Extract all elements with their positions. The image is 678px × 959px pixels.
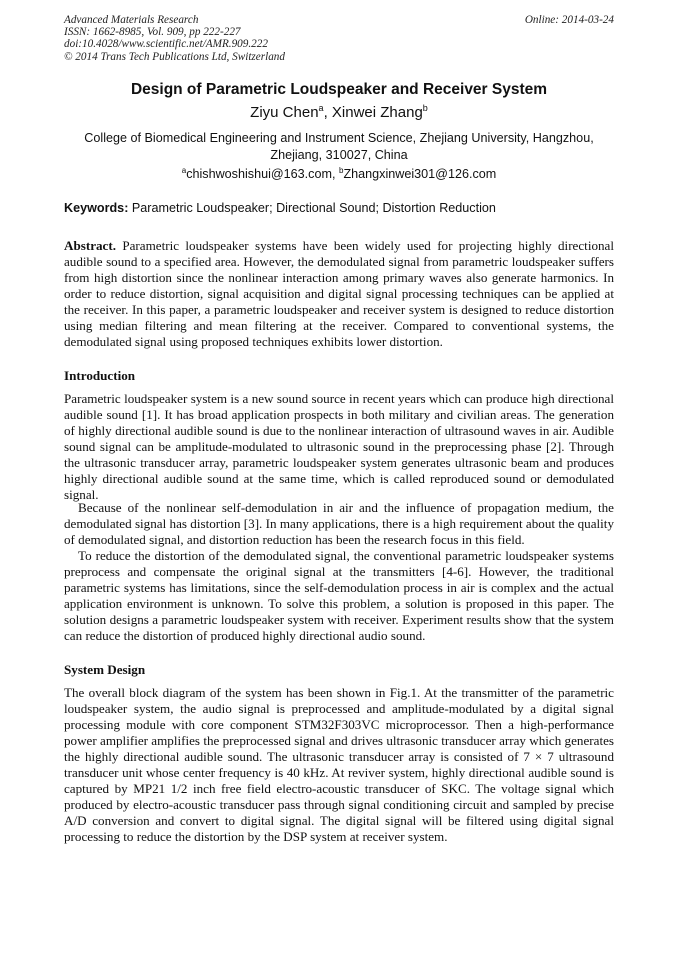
intro-paragraph-2: Because of the nonlinear self-demodulation in air and the influence of propagation medium, the demodulated signal has distortion [3]. In many applications, there is a high requirement about the quality of demodulated signal, and distortion reduction has been the research focus in this field. (64, 500, 614, 547)
paper-title: Design of Parametric Loudspeaker and Receiver System (130, 81, 548, 98)
author-separator: , (323, 104, 332, 121)
journal-copyright: © 2014 Trans Tech Publications Ltd, Switzerland (64, 50, 285, 63)
abstract-label: Abstract. (64, 238, 116, 253)
intro-paragraph-1: Parametric loudspeaker system is a new sound source in recent years which can produce high directional audible sound [1]. It has broad application prospects in both military and civilian areas. The generation of highly directional audible sound is due to the nonlinear interaction of ultrasound waves in air. Audible sound signal can be amplitude-modulated to ultrasonic sound in the preprocessing phase [2]. Through the ultrasonic transducer array, parametric loudspeaker system generates ultrasonic beam and produces highly directional audible sound at the same time, which is called reproduced sound or demodulated signal. (64, 391, 614, 502)
keywords-label: Keywords: (64, 201, 129, 215)
journal-doi[interactable]: doi:10.4028/www.scientific.net/AMR.909.222 (64, 38, 268, 51)
email-1-mark: a (181, 166, 187, 175)
email-2-mark: b (338, 166, 344, 175)
author-1-mark: a (318, 103, 324, 113)
author-2: Xinwei Zhang (331, 104, 423, 121)
abstract (64, 238, 614, 350)
keywords-text: Parametric Loudspeaker; Directional Sound; Distortion Reduction (128, 201, 496, 215)
section-heading-introduction: Introduction (64, 368, 136, 383)
keywords (64, 200, 624, 216)
journal-issn: ISSN: 1662-8985, Vol. 909, pp 222-227 (64, 26, 241, 39)
affiliation: College of Biomedical Engineering and Instrument Science, Zhejiang University, Hangzhou, Zhejiang, 310027, China (84, 131, 594, 162)
section-heading-system-design: System Design (64, 662, 146, 677)
author-line (0, 104, 678, 122)
abstract-text: Parametric loudspeaker systems have been widely used for projecting highly directional audible sound to a specified area. However, the demodulated signal from parametric loudspeaker suffers from high distortion since the nonlinear interaction among primary waves also generate harmonics. In order to reduce distortion, signal acquisition and digital signal processing techniques can be applied at the receiver. In this paper, a parametric loudspeaker and receiver system is designed to reduce distortion using median filtering and mean filtering at the receiver. Compared to conventional systems, the demodulated signal using proposed techniques exhibits lower distortion. (64, 238, 614, 349)
email-1[interactable]: chishwoshishui@163.com, (186, 167, 339, 181)
journal-name: Advanced Materials Research (64, 14, 199, 26)
online-date: Online: 2014-03-24 (524, 14, 614, 26)
email-2[interactable]: Zhangxinwei301@126.com (343, 167, 497, 181)
email-line (0, 166, 678, 182)
author-1: Ziyu Chen (250, 104, 319, 121)
journal-header (64, 14, 285, 63)
author-2-mark: b (422, 103, 428, 113)
intro-paragraph-3: To reduce the distortion of the demodulated signal, the conventional parametric loudspeaker systems preprocess and compensate the original signal at the transmitters [4-6]. However, the traditional parametric systems has limitations, since the self-demodulation process in air is complex and the actual application environment is unknown. To solve this problem, a solution is proposed in this paper. The solution designs a parametric loudspeaker system with receiver. Experiment results show that the system can reduce the distortion of produced highly directional audio sound. (64, 548, 614, 643)
system-design-paragraph-1: The overall block diagram of the system has been shown in Fig.1. At the transmitter of the parametric loudspeaker system, the audio signal is preprocessed and amplitude-modulated by a digital signal processing module with core component STM32F303VC microprocessor. Then a high-performance power amplifier amplifies the preprocessed signal and drives ultrasonic transducer array which generates the highly directional audible sound. The ultrasonic transducer array is consisted of 7 × 7 ultrasound transducer unit whose center frequency is 40 kHz. At reviver system, highly directional audible sound is captured by MP21 1/2 inch free field electro-acoustic transducer of SKC. The voltage signal which produced by electro-acoustic transducer pass through signal conditioning circuit and sampled by precise A/D conversion and convert to digital signal. The digital signal will be filtered using digital signal processing to reduce the distortion by the DSP system at receiver system. (64, 685, 614, 844)
